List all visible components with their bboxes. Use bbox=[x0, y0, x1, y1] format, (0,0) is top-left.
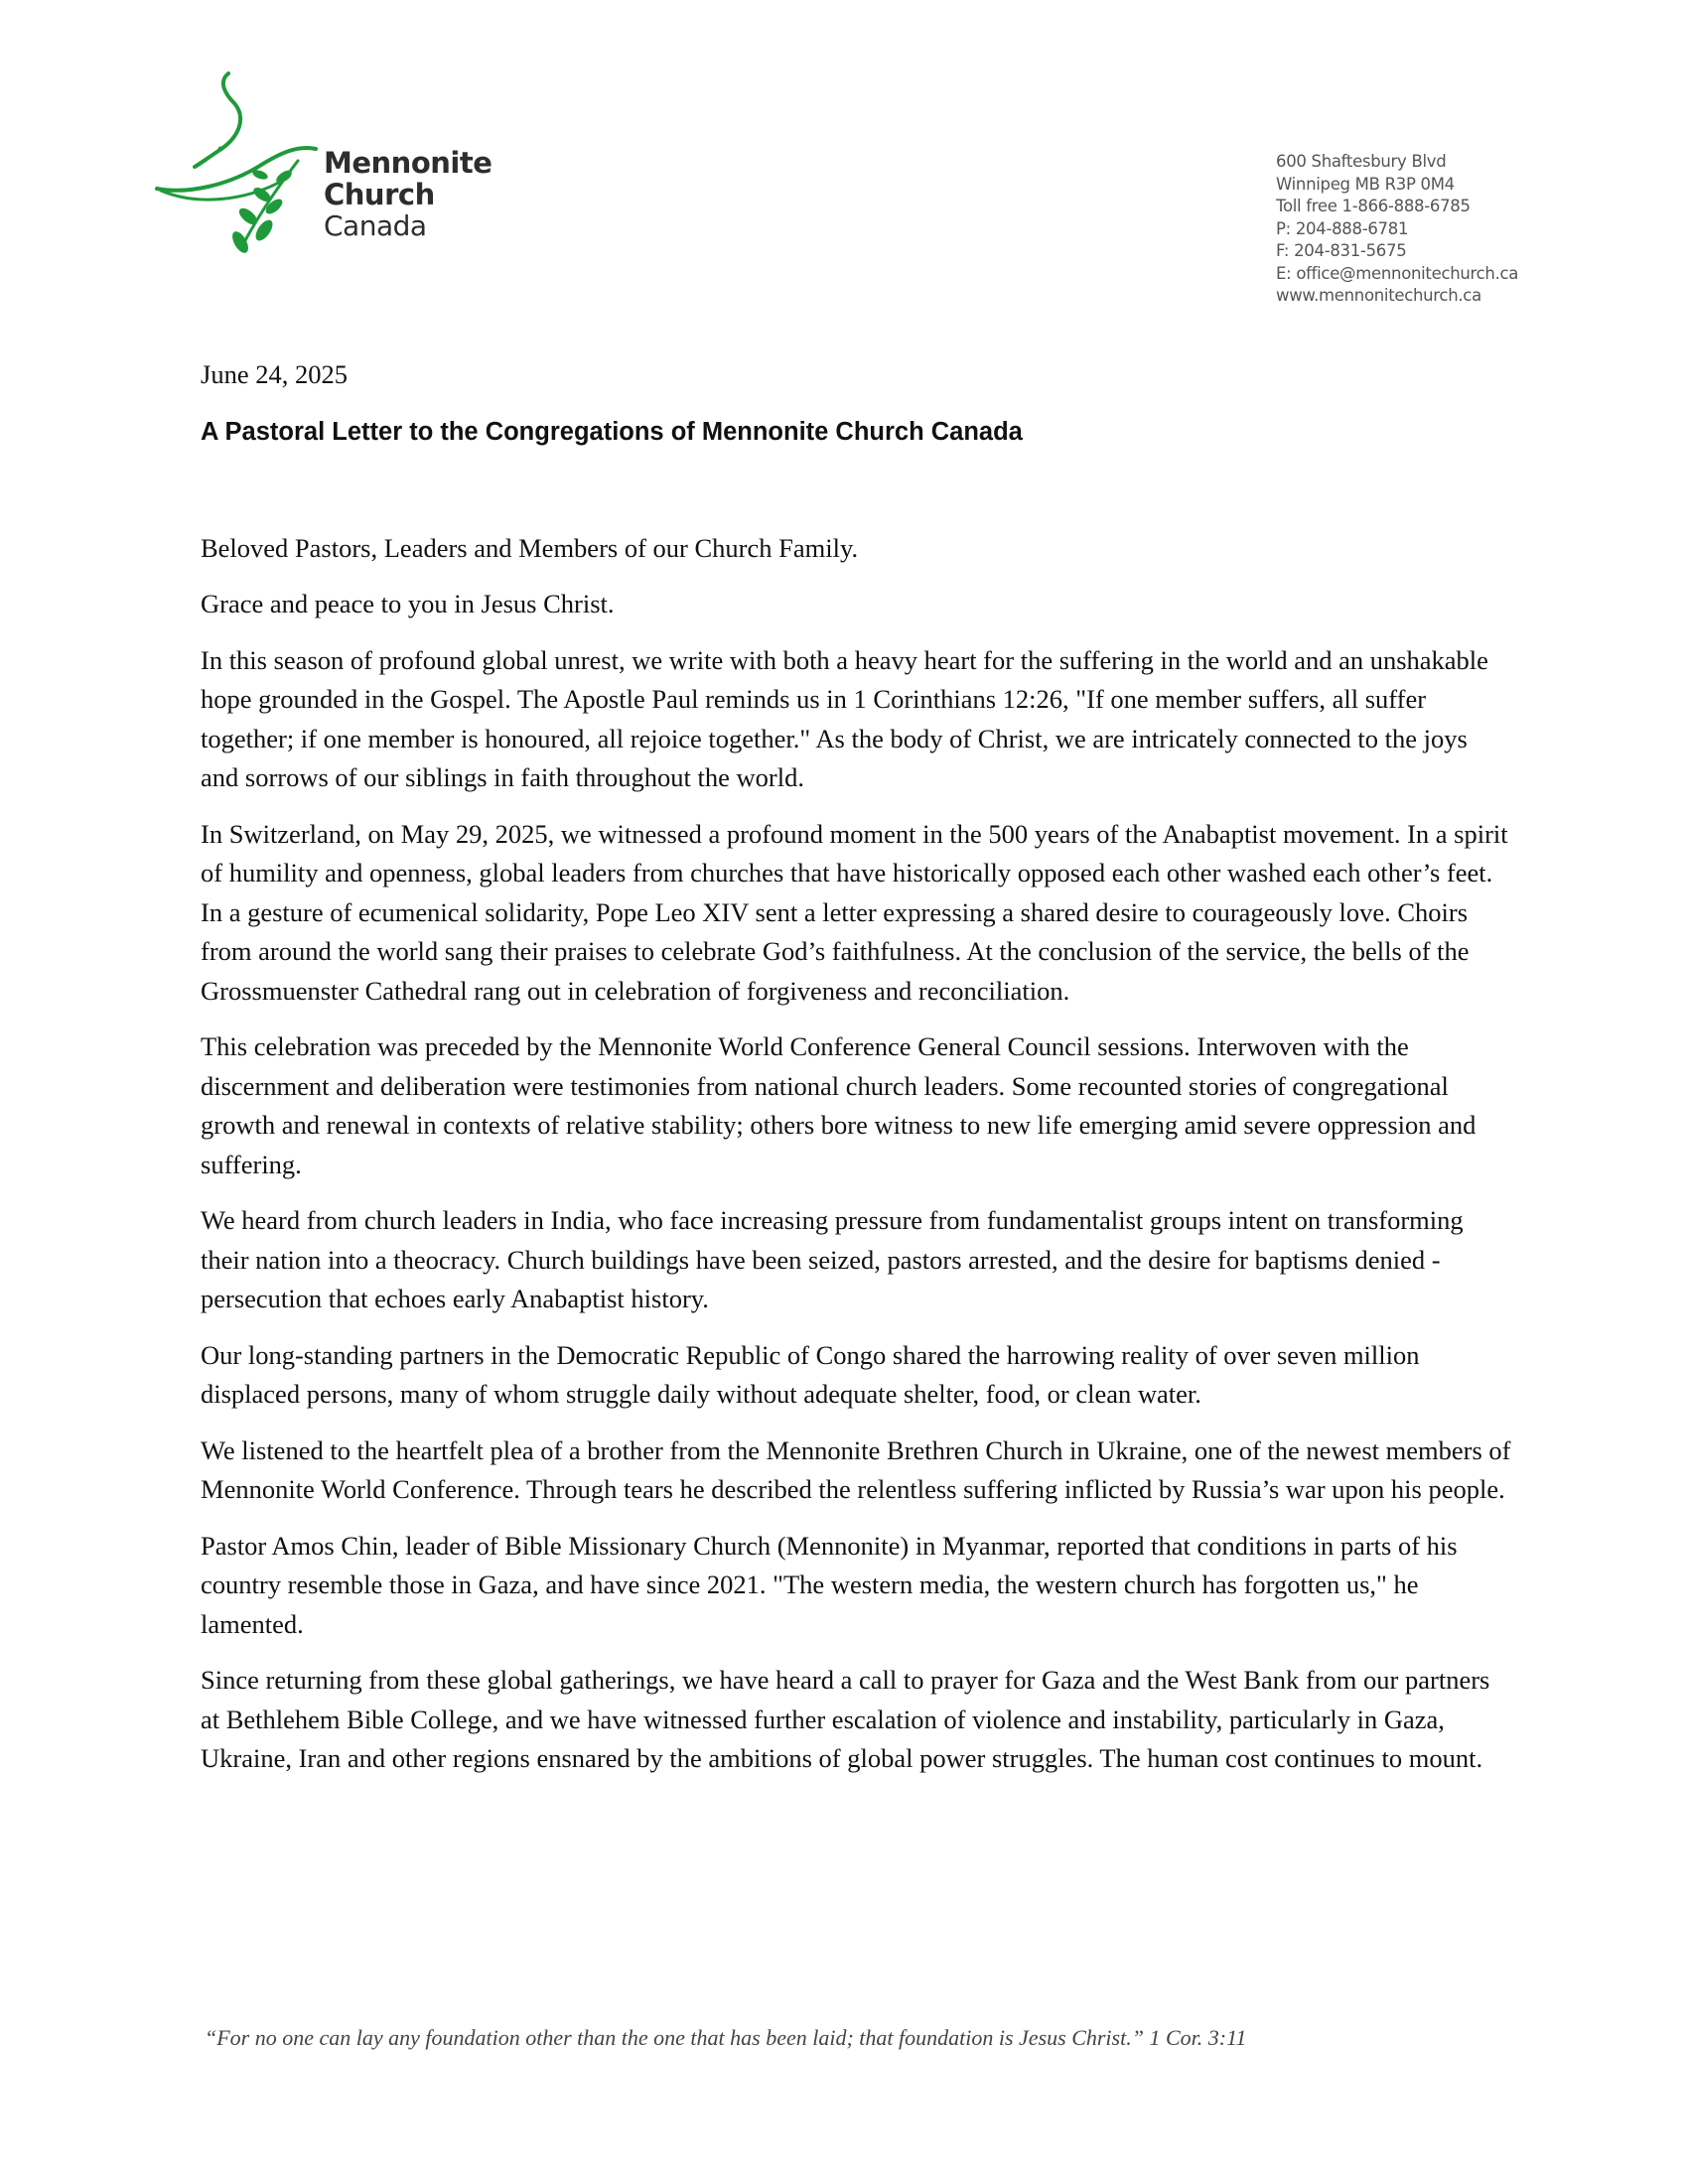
logo-wordmark bbox=[324, 147, 492, 242]
contact-block bbox=[1276, 151, 1518, 308]
paragraph: Our long-standing partners in the Democratic Republic of Congo shared the harrowing reality of over seven million displaced persons, many of whom struggle daily without adequate shelter, food, or clean water. bbox=[201, 1339, 1420, 1409]
contact-city: Winnipeg MB R3P 0M4 bbox=[1276, 174, 1455, 194]
paragraph: We heard from church leaders in India, who face increasing pressure from fundamentalist groups intent on transforming their nation into a theocracy. Church buildings have been seized, pastors arrested, and the desire for baptisms denied - persecution that echoes early Anabaptist history. bbox=[201, 1205, 1464, 1313]
paragraph: In this season of profound global unrest, we write with both a heavy heart for the suffering in the world and an unshakable hope grounded in the Gospel. The Apostle Paul reminds us in 1 Corinthians 12:26, "If one member suffers, all suffer together; if one member is honoured, all rejoice together." As the body of Christ, we are intricately connected to the joys and sorrows of our siblings in faith throughout the world. bbox=[201, 644, 1488, 792]
contact-toll-free: Toll free 1-866-888-6785 bbox=[1276, 197, 1471, 215]
paragraph: Pastor Amos Chin, leader of Bible Missionary Church (Mennonite) in Myanmar, reported that conditions in parts of his country resemble those in Gaza, and have since 2021. "The western media, the western church has forgotten us," he lamented. bbox=[201, 1530, 1458, 1639]
paragraph: This celebration was preceded by the Mennonite World Conference General Council sessions. Interwoven with the discernment and deliberation were testimonies from national church leaders. Some recounted stories of congregational growth and renewal in contexts of relative stability; others bore witness to new life emerging amid severe oppression and suffering. bbox=[201, 1031, 1477, 1179]
logo-line-3: Canada bbox=[324, 209, 427, 242]
contact-address: 600 Shaftesbury Blvd bbox=[1276, 152, 1447, 171]
logo-line-2: Church bbox=[324, 178, 435, 211]
paragraph: Since returning from these global gatherings, we have heard a call to prayer for Gaza and the West Bank from our partners at Bethlehem Bible College, and we have witnessed further escalation of violence and instability, particularly in Gaza, Ukraine, Iran and other regions ensnared by the ambitions of global power struggles. The human cost continues to mount. bbox=[201, 1665, 1490, 1773]
footer-scripture-quote: “For no one can lay any foundation other than the one that has been laid; that foundation is Jesus Christ.” 1 Cor. 3:11 bbox=[205, 2025, 1247, 2050]
letter-title: A Pastoral Letter to the Congregations of Mennonite Church Canada bbox=[201, 417, 1023, 446]
greeting: Grace and peace to you in Jesus Christ. bbox=[201, 589, 615, 618]
logo-line-1: Mennonite bbox=[324, 146, 492, 180]
paragraph: We listened to the heartfelt plea of a brother from the Mennonite Brethren Church in Ukraine, one of the newest members of Mennonite World Conference. Through tears he described the relentless suffering inflicted by Russia’s war upon his people. bbox=[201, 1434, 1511, 1504]
contact-website: www.mennonitechurch.ca bbox=[1276, 286, 1481, 305]
letter-date: June 24, 2025 bbox=[201, 359, 348, 389]
contact-phone: P: 204-888-6781 bbox=[1276, 218, 1409, 238]
paragraph: In Switzerland, on May 29, 2025, we witnessed a profound moment in the 500 years of the Anabaptist movement. In a spirit of humility and openness, global leaders from churches that have historically opposed each other washed each other’s feet. In a gesture of ecumenical solidarity, Pope Leo XIV sent a letter expressing a shared desire to courageously love. Choirs from around the world sang their praises to celebrate God’s faithfulness. At the conclusion of the service, the bells of the Grossmuenster Cathedral rang out in celebration of forgiveness and reconciliation. bbox=[201, 818, 1508, 1006]
contact-email: E: office@mennonitechurch.ca bbox=[1276, 263, 1519, 283]
dove-with-olive-branch-icon bbox=[149, 68, 328, 256]
letter-body bbox=[201, 355, 1511, 1796]
organization-logo bbox=[149, 68, 492, 256]
contact-fax: F: 204-831-5675 bbox=[1276, 241, 1407, 260]
salutation: Beloved Pastors, Leaders and Members of our Church Family. bbox=[201, 532, 859, 563]
